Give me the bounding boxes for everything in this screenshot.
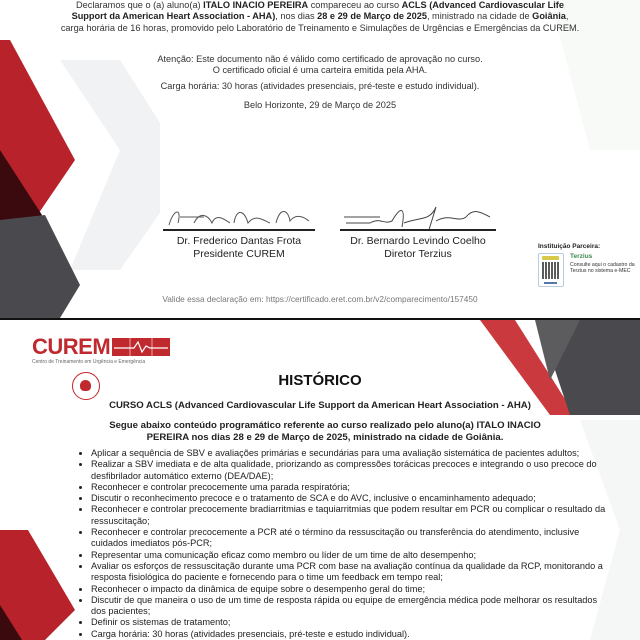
- partner-info[interactable]: Consulte aqui o cadastro da Terzius no sistema e-MEC: [570, 262, 635, 275]
- emec-qr-code[interactable]: [538, 253, 564, 287]
- decorative-chevron-bottom-left: [0, 530, 80, 640]
- list-item: • Definir os sistemas de tratamento;: [91, 617, 611, 628]
- partner-title: Instituição Parceira:: [538, 243, 601, 250]
- declaration-page: [0, 0, 640, 318]
- topics-list: [78, 448, 611, 640]
- validation-link[interactable]: Valide essa declaração em: https://certificado.eret.com.br/v2/comparecimento/157450: [162, 294, 478, 304]
- workload-text: Carga horária: 30 horas (atividades presenciais, pré-teste e estudo individual).: [160, 81, 480, 91]
- list-item: • Discutir o reconhecimento precoce e o tratamento de SCA e do AVC, inclusive o encaminhamento adequado;: [91, 493, 611, 504]
- attention-note: Atenção: Este documento não é válido como certificado de aprovação no curso. O certificado oficial é uma carteira emitida pela AHA.: [157, 54, 483, 76]
- list-item: • Avaliar os esforços de ressuscitação durante uma PCR com base na avaliação contínua da qualidade da RCP, monitorando a resposta fisiológica do paciente e fornecendo para o time um feedback em tempo real;: [91, 561, 611, 584]
- signature-director: Dr. Bernardo Levindo Coelho Diretor Terzius: [340, 203, 496, 261]
- list-item: • Carga horária: 30 horas (atividades presenciais, pré-teste e estudo individual).: [91, 629, 611, 640]
- signature-icon: [340, 203, 496, 229]
- signature-icon: [164, 203, 314, 229]
- decorative-chevrons-left: [0, 0, 160, 318]
- history-page: [0, 320, 640, 640]
- list-item: • Reconhecer o impacto da dinâmica de equipe sobre o desempenho geral do time;: [91, 584, 611, 595]
- intro-text: Segue abaixo conteúdo programático referente ao curso realizado pelo aluno(a) ITALO INACIO PEREIRA nos dias 28 e 29 de Março de 2025, ministrado na cidade de Goiânia.: [109, 420, 541, 443]
- partner-institution: [538, 243, 638, 287]
- place-date: Belo Horizonte, 29 de Março de 2025: [243, 100, 397, 110]
- list-item: • Reconhecer e controlar precocemente a PCR até o término da ressuscitação ou transferência do atendimento, inclusive cuidados imediatos pós-PCR;: [91, 527, 611, 550]
- curem-logo: CUREM Centro de Treinamento em Urgência e Emergência: [32, 336, 170, 365]
- list-item: • Reconhecer e controlar precocemente bradiarritmias e taquiarritmias que podem resultar em PCR ou complicar o resultado da ressuscitação;: [91, 504, 611, 527]
- list-item: • Discutir de que maneira o uso de um time de resposta rápida ou equipe de emergência médica pode melhorar os resultados dos pacientes;: [91, 595, 611, 618]
- terzius-logo: Terzius: [570, 253, 593, 260]
- list-item: • Aplicar a sequência de SBV e avaliações primárias e secundárias para uma avaliação sistemática de pacientes adultos;: [91, 448, 611, 459]
- list-item: • Representar uma comunicação eficaz como membro ou líder de um time de alto desempenho;: [91, 550, 611, 561]
- signature-president: Dr. Frederico Dantas Frota Presidente CUREM: [163, 203, 315, 261]
- ecg-icon: [112, 338, 170, 356]
- list-item: • Reconhecer e controlar precocemente uma parada respiratória;: [91, 482, 611, 493]
- declaration-paragraph: Declaramos que o (a) aluno(a) ITALO INACIO PEREIRA compareceu ao curso ACLS (Advanced Cardiovascular Life Support da American Heart Association - AHA), nos dias 28 e 29 de Março de 2025, ministrado na cidade de Goiânia, carga horária de 16 horas, promovido pelo Laboratório de Treinamento e Simulações de Urgências e Emergências da CUREM.: [60, 0, 580, 33]
- list-item: • Realizar a SBV imediata e de alta qualidade, priorizando as compressões torácicas precoces e integrando o uso precoce do desfibrilador automático externo (DEA/DAE);: [91, 459, 611, 482]
- course-title: CURSO ACLS (Advanced Cardiovascular Life Support da American Heart Association - AHA): [109, 400, 531, 411]
- page-title: HISTÓRICO: [278, 372, 362, 389]
